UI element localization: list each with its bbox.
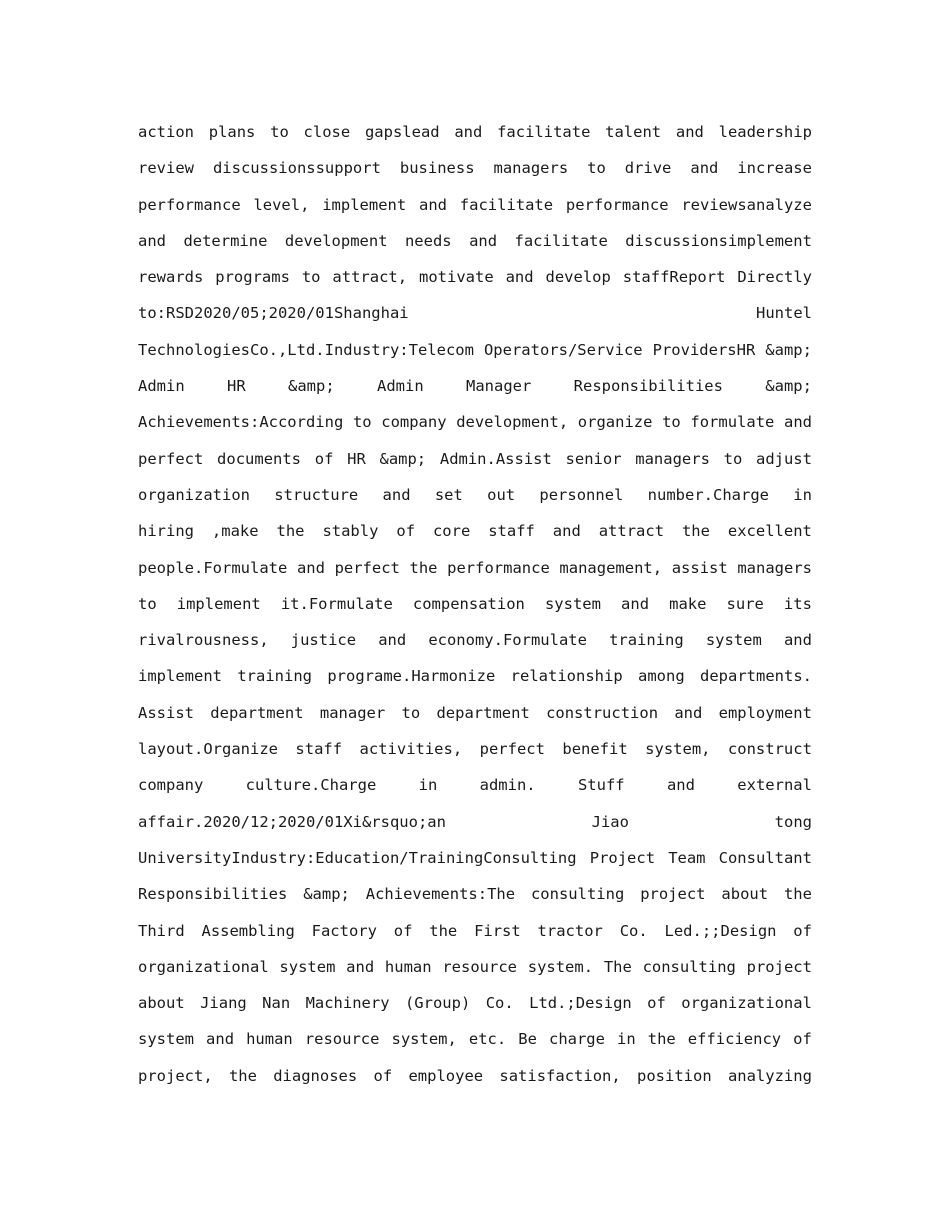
word: Achievements:According bbox=[138, 413, 344, 432]
word: and bbox=[296, 558, 325, 577]
word: discussionssupport bbox=[212, 159, 381, 178]
word: perfect bbox=[334, 558, 400, 577]
word: manager bbox=[319, 703, 386, 722]
text-line-13 bbox=[138, 550, 812, 586]
word: and bbox=[138, 231, 166, 250]
word: project bbox=[746, 957, 812, 976]
text-line-24 bbox=[138, 949, 812, 985]
word: sure bbox=[726, 594, 764, 613]
word: satisfaction, bbox=[499, 1066, 621, 1085]
word: to bbox=[270, 123, 289, 141]
word: organize bbox=[577, 413, 653, 432]
word: management, bbox=[559, 558, 663, 577]
word: Project bbox=[589, 848, 656, 867]
word: the bbox=[429, 921, 458, 940]
word: of bbox=[314, 449, 334, 468]
word: and bbox=[382, 485, 411, 504]
word: construction bbox=[546, 703, 659, 722]
word: performance bbox=[447, 558, 550, 577]
word: Factory bbox=[311, 921, 377, 940]
text-line-23 bbox=[138, 913, 812, 949]
word: managers bbox=[493, 159, 569, 178]
text-line-9 bbox=[138, 404, 812, 440]
text-line-20 bbox=[138, 804, 812, 840]
word: and bbox=[454, 123, 483, 141]
word: UniversityIndustry:Education/TrainingConsulting bbox=[138, 848, 577, 867]
text-line-10 bbox=[138, 441, 812, 477]
word: Jiao bbox=[591, 812, 629, 831]
word: documents bbox=[217, 449, 302, 468]
word: and bbox=[783, 631, 812, 650]
word: ProvidersHR bbox=[652, 340, 756, 359]
word: Led.;;Design bbox=[664, 921, 777, 940]
word: set bbox=[434, 485, 463, 504]
word: and bbox=[666, 776, 695, 795]
word: and bbox=[469, 231, 498, 250]
word: Admin bbox=[377, 377, 424, 396]
word: Co. bbox=[619, 921, 648, 940]
word: resource bbox=[304, 1030, 380, 1049]
word: people.Formulate bbox=[138, 558, 288, 577]
word: the bbox=[647, 1030, 676, 1049]
word: performance bbox=[138, 195, 241, 214]
word: excellent bbox=[727, 522, 812, 541]
word: Responsibilities bbox=[573, 377, 723, 396]
word: employee bbox=[408, 1066, 484, 1085]
word: adjust bbox=[755, 449, 812, 468]
word: and bbox=[621, 594, 650, 613]
word: facilitate bbox=[514, 231, 608, 250]
word: external bbox=[737, 776, 812, 795]
word: position bbox=[637, 1066, 712, 1085]
word: HR bbox=[227, 377, 246, 396]
text-line-3 bbox=[138, 187, 812, 223]
word: staff bbox=[295, 740, 343, 759]
word: layout.Organize bbox=[138, 740, 278, 759]
word: it.Formulate bbox=[280, 594, 393, 613]
word: programe.Harmonize bbox=[327, 667, 496, 686]
word: system bbox=[705, 631, 762, 650]
word: stably bbox=[322, 522, 379, 541]
word: organization bbox=[138, 485, 250, 504]
text-line-6 bbox=[138, 295, 812, 331]
word: department bbox=[210, 703, 304, 722]
word: system bbox=[138, 1030, 194, 1049]
word: its bbox=[783, 594, 812, 613]
word: Team bbox=[668, 848, 706, 867]
word: The bbox=[603, 957, 632, 976]
word: the bbox=[681, 522, 710, 541]
word: develop bbox=[545, 268, 611, 287]
word: of bbox=[793, 921, 812, 940]
word: rewards bbox=[138, 268, 204, 287]
word: &amp; bbox=[288, 377, 335, 396]
text-line-25 bbox=[138, 985, 812, 1021]
resume-body-text bbox=[138, 114, 812, 1094]
word: determine bbox=[183, 231, 268, 250]
word: attract bbox=[598, 522, 665, 541]
word: Huntel bbox=[756, 304, 812, 323]
word: Manager bbox=[466, 377, 532, 396]
word: TechnologiesCo.,Ltd.Industry:Telecom bbox=[138, 340, 474, 359]
word: company bbox=[138, 776, 204, 795]
text-line-16 bbox=[138, 658, 812, 694]
word: in bbox=[793, 485, 812, 504]
word: and bbox=[690, 159, 719, 178]
word: managers bbox=[737, 558, 812, 577]
word: facilitate bbox=[497, 123, 591, 141]
word: Assist bbox=[138, 703, 194, 722]
word: Machinery bbox=[305, 994, 390, 1013]
word: system, bbox=[391, 1030, 457, 1049]
text-line-7 bbox=[138, 332, 812, 368]
word: and bbox=[784, 413, 812, 432]
word: managers bbox=[635, 449, 710, 468]
word: economy.Formulate bbox=[428, 631, 587, 650]
word: increase bbox=[737, 159, 812, 178]
word: (Group) bbox=[404, 994, 471, 1013]
word: and bbox=[675, 123, 704, 141]
word: Directly bbox=[737, 268, 812, 287]
word: Operators/Service bbox=[483, 340, 643, 359]
word: senior bbox=[565, 449, 622, 468]
word: of bbox=[647, 994, 666, 1013]
word: project bbox=[640, 885, 706, 904]
word: system. bbox=[527, 957, 594, 976]
text-line-27 bbox=[138, 1058, 812, 1094]
word: action bbox=[138, 123, 194, 141]
word: departments. bbox=[700, 667, 812, 686]
word: implement bbox=[322, 195, 407, 214]
word: business bbox=[399, 159, 475, 178]
word: and bbox=[674, 703, 703, 722]
word: compensation bbox=[412, 594, 525, 613]
word: Be bbox=[518, 1030, 537, 1049]
text-line-17 bbox=[138, 695, 812, 731]
text-line-18 bbox=[138, 731, 812, 767]
word: Jiang bbox=[200, 994, 247, 1013]
word: plans bbox=[208, 123, 256, 141]
word: leadership bbox=[718, 123, 812, 141]
word: of bbox=[373, 1066, 393, 1085]
word: Admin.Assist bbox=[439, 449, 552, 468]
word: about bbox=[721, 885, 769, 904]
word: human bbox=[246, 1030, 293, 1049]
word: activities, bbox=[359, 740, 463, 759]
word: diagnoses bbox=[273, 1066, 358, 1085]
word: talent bbox=[605, 123, 662, 141]
word: the bbox=[276, 522, 305, 541]
word: analyzing bbox=[727, 1066, 812, 1085]
word: core bbox=[432, 522, 471, 541]
text-line-8 bbox=[138, 368, 812, 404]
word: training bbox=[609, 631, 684, 650]
word: drive bbox=[624, 159, 672, 178]
word: of bbox=[393, 921, 413, 940]
word: number.Charge bbox=[647, 485, 769, 504]
word: of bbox=[793, 1030, 812, 1049]
word: hiring bbox=[138, 522, 194, 541]
word: programs bbox=[215, 268, 290, 287]
text-line-2 bbox=[138, 150, 812, 186]
text-line-4 bbox=[138, 223, 812, 259]
word: justice bbox=[290, 631, 357, 650]
word: facilitate bbox=[459, 195, 554, 214]
word: tong bbox=[774, 812, 812, 831]
word: ,make bbox=[211, 522, 259, 541]
word: gapslead bbox=[364, 123, 440, 141]
text-line-1 bbox=[138, 114, 812, 150]
word: system bbox=[279, 957, 336, 976]
word: Assembling bbox=[201, 921, 295, 940]
word: reviewsanalyze bbox=[681, 195, 812, 214]
word: implement bbox=[138, 667, 222, 686]
word: company bbox=[381, 413, 447, 432]
word: Stuff bbox=[577, 776, 625, 795]
word: the bbox=[409, 558, 438, 577]
word: performance bbox=[565, 195, 669, 214]
word: the bbox=[228, 1066, 257, 1085]
word: in bbox=[418, 776, 438, 795]
text-line-21 bbox=[138, 840, 812, 876]
word: development, bbox=[456, 413, 569, 432]
word: of bbox=[396, 522, 416, 541]
word: and bbox=[346, 957, 375, 976]
word: level, bbox=[253, 195, 310, 214]
word: &amp; bbox=[303, 885, 350, 904]
word: HR bbox=[347, 449, 366, 468]
word: to bbox=[587, 159, 606, 178]
word: admin. bbox=[479, 776, 536, 795]
word: Third bbox=[138, 921, 185, 940]
word: benefit bbox=[562, 740, 628, 759]
word: out bbox=[487, 485, 516, 504]
word: perfect bbox=[479, 740, 545, 759]
word: to bbox=[301, 268, 321, 287]
word: to bbox=[138, 594, 157, 613]
word: needs bbox=[404, 231, 452, 250]
word: review bbox=[138, 159, 194, 178]
word: about bbox=[138, 994, 185, 1013]
word: structure bbox=[274, 485, 359, 504]
text-line-14 bbox=[138, 586, 812, 622]
text-line-22 bbox=[138, 876, 812, 912]
word: etc. bbox=[468, 1030, 507, 1049]
word: Consultant bbox=[718, 848, 812, 867]
word: staff bbox=[488, 522, 535, 541]
word: Co. bbox=[485, 994, 514, 1013]
word: tractor bbox=[537, 921, 603, 940]
word: among bbox=[638, 667, 685, 686]
word: organizational bbox=[138, 957, 269, 976]
word: affair.2020/12;2020/01Xi&rsquo;an bbox=[138, 812, 446, 831]
word: perfect bbox=[138, 449, 204, 468]
word: close bbox=[303, 123, 351, 141]
word: and bbox=[552, 522, 581, 541]
text-line-15 bbox=[138, 622, 812, 658]
word: the bbox=[783, 885, 812, 904]
word: formulate bbox=[690, 413, 775, 432]
word: construct bbox=[727, 740, 812, 759]
word: rivalrousness, bbox=[138, 631, 269, 650]
word: organizational bbox=[681, 994, 812, 1013]
word: in bbox=[617, 1030, 636, 1049]
word: consulting bbox=[530, 885, 625, 904]
word: relationship bbox=[510, 667, 623, 686]
word: to bbox=[352, 413, 372, 432]
word: employment bbox=[718, 703, 812, 722]
word: Ltd.;Design bbox=[529, 994, 632, 1013]
word: to:RSD2020/05;2020/01Shanghai bbox=[138, 304, 409, 323]
word: &amp; bbox=[379, 449, 427, 468]
text-line-11 bbox=[138, 477, 812, 513]
word: training bbox=[237, 667, 312, 686]
word: Admin bbox=[138, 377, 185, 396]
word: system bbox=[544, 594, 601, 613]
word: attract, bbox=[332, 268, 408, 287]
word: resource bbox=[442, 957, 517, 976]
text-line-26 bbox=[138, 1021, 812, 1057]
word: assist bbox=[671, 558, 728, 577]
word: &amp; bbox=[765, 377, 812, 396]
word: staffReport bbox=[622, 268, 726, 287]
text-line-12 bbox=[138, 513, 812, 549]
word: system, bbox=[645, 740, 711, 759]
word: and bbox=[419, 195, 447, 214]
word: and bbox=[206, 1030, 235, 1049]
text-line-19 bbox=[138, 767, 812, 803]
word: to bbox=[723, 449, 743, 468]
word: Nan bbox=[262, 994, 291, 1013]
word: charge bbox=[548, 1030, 605, 1049]
word: motivate bbox=[419, 268, 494, 287]
word: to bbox=[401, 703, 421, 722]
word: and bbox=[505, 268, 534, 287]
word: development bbox=[284, 231, 388, 250]
word: implement bbox=[176, 594, 261, 613]
word: and bbox=[378, 631, 407, 650]
word: make bbox=[669, 594, 707, 613]
word: &amp; bbox=[765, 340, 812, 359]
word: department bbox=[436, 703, 530, 722]
word: human bbox=[384, 957, 432, 976]
word: consulting bbox=[642, 957, 736, 976]
word: First bbox=[474, 921, 521, 940]
word: project, bbox=[138, 1066, 213, 1085]
word: discussionsimplement bbox=[625, 231, 812, 250]
word: personnel bbox=[539, 485, 624, 504]
text-line-5 bbox=[138, 259, 812, 295]
word: culture.Charge bbox=[245, 776, 377, 795]
word: Responsibilities bbox=[138, 885, 288, 904]
word: Achievements:The bbox=[365, 885, 516, 904]
word: to bbox=[662, 413, 681, 432]
word: efficiency bbox=[687, 1030, 782, 1049]
